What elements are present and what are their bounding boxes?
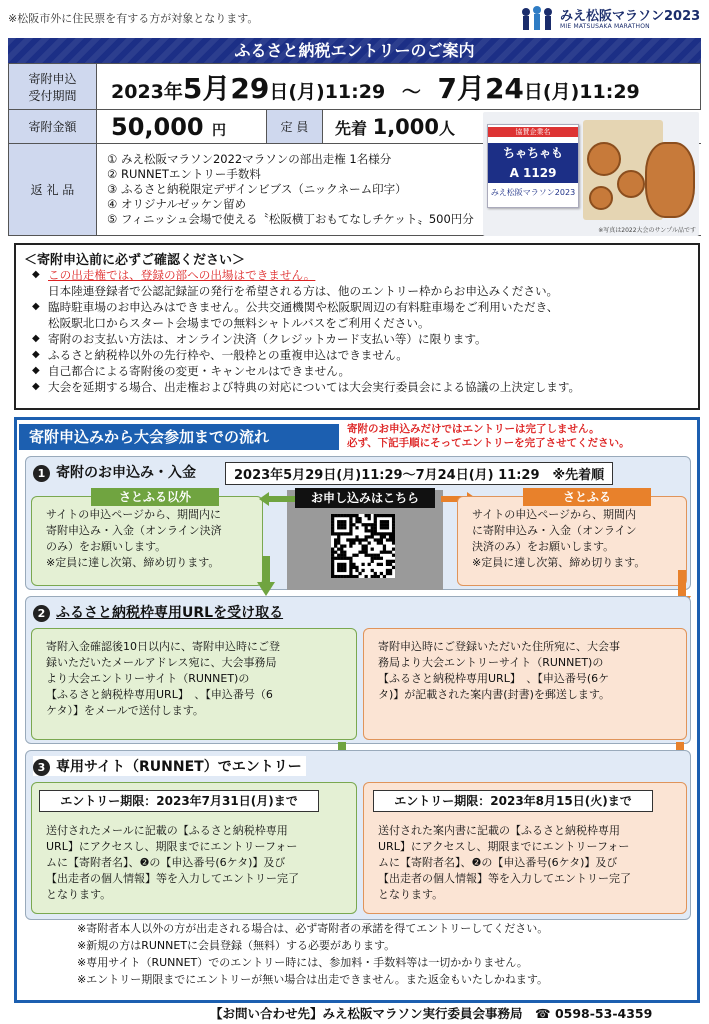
notice-item: ◆ 大会を延期する場合、出走権および特典の対応については大会実行委員会による協議の上決定します。 xyxy=(36,379,580,395)
badge-icon xyxy=(617,170,645,198)
logo-title: みえ松阪マラソン2023 xyxy=(560,9,701,24)
footnotes: ※寄附者本人以外の方が出走される場合は、必ず寄附者の承諾を得てエントリーしてください。 ※新規の方はRUNNETに会員登録（無料）する必要があります。 ※専用サイト（RUNNET）でのエントリー時には、参加料・手数料等は一切かかりません。 ※エントリー期限までにエントリーが無い場合は出走できません。また返金もいたしかねます。 xyxy=(77,922,549,986)
eligibility-note: ※松阪市外に住民票を有する方が対象となります。 xyxy=(8,12,259,25)
runners-logo-icon xyxy=(518,4,558,34)
deadline-mail: エントリー期限：2023年8月15日(火)まで xyxy=(373,790,653,812)
step-1-date: 2023年5月29日(月)11:29〜7月24日(月) 11:29 ※先着順 xyxy=(225,462,613,485)
logo-subtitle: MIE MATSUSAKA MARATHON xyxy=(560,23,650,30)
satofuru-tag: さとふる xyxy=(523,488,651,506)
capacity-label: 定 員 xyxy=(267,110,323,144)
notice-item: ◆ この出走権では、登録の部への出場はできません。 xyxy=(36,267,580,283)
important-notice xyxy=(14,243,700,410)
arrow-left-icon xyxy=(259,492,295,506)
step-1-title: 1 寄附のお申込み・入金 xyxy=(33,462,196,482)
notice-list xyxy=(36,267,580,395)
amount-value: 50,000 円 xyxy=(97,110,267,144)
capacity-value: 先着 1,000人 xyxy=(323,110,701,144)
rewards-label: 返 礼 品 xyxy=(9,144,97,236)
satofuru-box: サイトの申込ページから、期間内 に寄附申込み・入金（オンライン 決済のみ）をお願いします。 ※定員に達し次第、締め切ります。 xyxy=(457,496,687,586)
photo-note: ※写真は2022大会のサンプル品です xyxy=(598,227,696,234)
amount-label: 寄附金額 xyxy=(9,110,97,144)
notice-heading: ＜寄附申込前に必ずご確認ください＞ xyxy=(24,253,246,268)
notice-item: ◆ ふるさと納税枠以外の先行枠や、一般枠との重複申込はできません。 xyxy=(36,347,580,363)
phone-number: ☎ 0598-53-4359 xyxy=(535,1006,653,1021)
notice-item: 日本陸連登録者で公認記録証の発行を希望される方は、他のエントリー枠からお申込みください。 xyxy=(48,284,559,298)
flow-warning: 寄附のお申込みだけではエントリーは完了しません。 必ず、下記手順にそってエントリーを完了させてください。 xyxy=(347,423,630,449)
flow-section xyxy=(14,417,700,1003)
qr-title: お申し込みはこちら xyxy=(295,488,435,508)
event-logo xyxy=(518,4,704,36)
contact-info: 【お問い合わせ先】みえ松阪マラソン実行委員会事務局 ☎ 0598-53-4359 xyxy=(210,1006,653,1021)
deadline-email: エントリー期限：2023年7月31日(月)まで xyxy=(39,790,319,812)
page-title: ふるさと納税エントリーのご案内 xyxy=(8,38,701,63)
non-satofuru-tag: さとふる以外 xyxy=(91,488,219,506)
step-3-email-box: 送付されたメールに記載の【ふるさと納税枠専用 URL】にアクセスし、期限までにエントリーフォー ムに【寄附者名】、❷の【申込番号(6ケタ)】及び 【出走者の個人情報】等を入力してエントリー完了 となります。 xyxy=(31,782,357,914)
notice-item: ◆ 寄附のお支払い方法は、オンライン決済（クレジットカード支払い等）に限ります。 xyxy=(36,331,580,347)
flow-title: 寄附申込みから大会参加までの流れ xyxy=(19,424,339,450)
badge-icon xyxy=(587,142,621,176)
bib-image: 協賛企業名 ちゃちゃも A 1129 みえ松阪マラソン2023 xyxy=(487,124,579,208)
step-3-title: 3 専用サイト（RUNNET）でエントリー xyxy=(33,756,306,776)
badge-icon xyxy=(645,142,695,218)
badge-icon xyxy=(589,186,613,210)
notice-item: ◆ 自己都合による寄附後の変更・キャンセルはできません。 xyxy=(36,363,580,379)
period-label: 寄附申込 受付期間 xyxy=(9,64,97,110)
period-value: 2023年5月29日(月)11:29 〜 7月24日(月)11:29 xyxy=(97,64,701,110)
step-2-title: 2 ふるさと納税枠専用URLを受け取る xyxy=(33,602,283,622)
notice-item: ◆ 臨時駐車場のお申込みはできません。公共交通機関や松阪駅周辺の有料駐車場をご利用いただき、 xyxy=(36,299,580,315)
rewards-photo xyxy=(483,112,699,236)
non-satofuru-box: サイトの申込ページから、期間内に 寄附申込み・入金（オンライン決済 のみ）をお願いします。 ※定員に達し次第、締め切ります。 xyxy=(31,496,263,586)
step-2-mail-box: 寄附申込時にご登録いただいた住所宛に、大会事 務局より大会エントリーサイト（RUNNET)の 【ふるさと納税枠専用URL】 、【申込番号(6ケ タ)】が記載された案内書(封書)を郵送します。 xyxy=(363,628,687,740)
rewards-list: ① みえ松阪マラソン2022マラソンの部出走権 1名様分 ② RUNNETエントリー手数料 ③ ふるさと納税限定デザインビブス（ニックネーム印字） ④ オリジナルゼッケン留め ⑤ フィニッシュ会場で使える〝松阪横丁おもてなしチケット〟500円分 xyxy=(97,144,701,236)
step-3-mail-box: 送付された案内書に記載の【ふるさと納税枠専用 URL】にアクセスし、期限までにエントリーフォー ムに【寄附者名】、❷の【申込番号(6ケタ)】及び 【出走者の個人情報】等を入力してエントリー完了 となります。 xyxy=(363,782,687,914)
notice-item: 松阪駅北口からスタート会場までの無料シャトルバスをご利用ください。 xyxy=(48,316,430,330)
step-2-email-box: 寄附入金確認後10日以内に、寄附申込時にご登 録いただいたメールアドレス宛に、大会事務局 より大会エントリーサイト（RUNNET)の 【ふるさと納税枠専用URL】 、【申込番号（6 ケタ）】をメールで送付します。 xyxy=(31,628,357,740)
qr-code[interactable] xyxy=(331,514,395,578)
arrow-down-icon xyxy=(257,556,275,596)
